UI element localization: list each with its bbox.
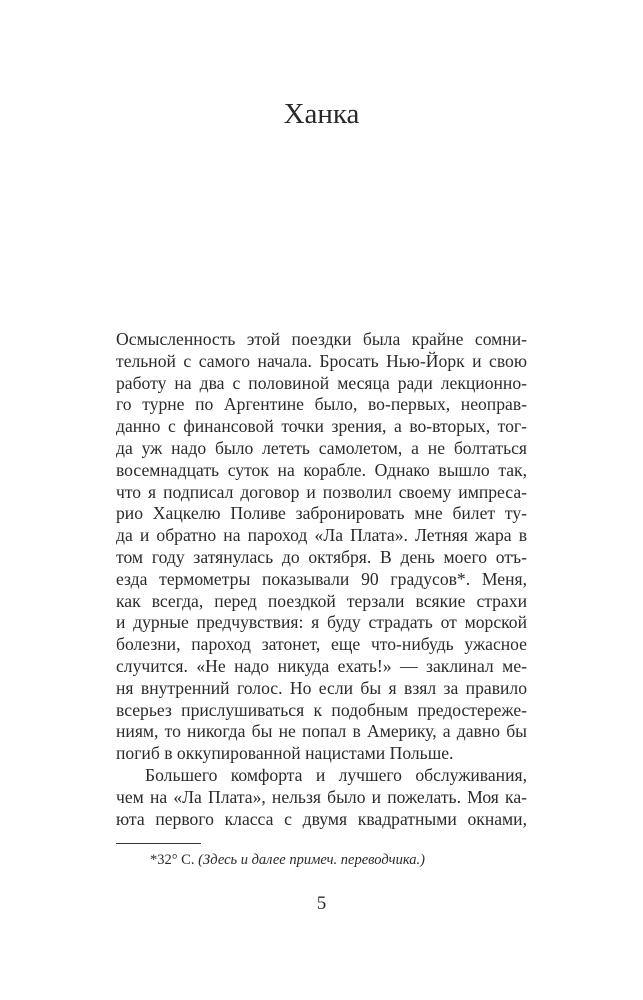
- text-line: да уж надо было лететь самолетом, а не болтаться: [116, 437, 527, 458]
- page-number: 5: [316, 893, 327, 914]
- text-line: Большего комфорта и лучшего обслуживания,: [145, 764, 527, 785]
- text-line: данно с финансовой точки зрения, а во-вторых, тог-: [116, 416, 527, 437]
- text-line: погиб в оккупированной нацистами Польше.: [116, 743, 454, 764]
- text-line: Осмысленность этой поездки была крайне сомни-: [116, 329, 527, 349]
- text-line: восемнадцать суток на корабле. Однако вышло так,: [116, 459, 527, 480]
- text-line: том году затянулась до октября. В день моего отъ-: [116, 546, 527, 567]
- text-line: го турне по Аргентине было, во-первых, неоправ-: [116, 394, 527, 415]
- text-line: да и обратно на пароход «Ла Плата». Летняя жара в: [116, 525, 527, 546]
- footnote: [150, 851, 425, 869]
- footnote-marker: *32° С.: [150, 852, 195, 868]
- footnote-text: (Здесь и далее примеч. переводчика.): [198, 852, 425, 868]
- text-line: тельной с самого начала. Бросать Нью-Йорк и свою: [116, 350, 527, 371]
- chapter-title: Ханка: [283, 98, 360, 130]
- text-line: всерьез прислушиваться к подобным предостереже-: [116, 699, 527, 720]
- text-line: рио Хацкелю Поливе забронировать мне билет ту-: [116, 503, 527, 524]
- text-line: и дурные предчувствия: я буду страдать от морской: [116, 612, 527, 633]
- text-line: болезни, пароход затонет, еще что-нибудь ужасное: [116, 634, 527, 655]
- paragraph-2: [116, 765, 527, 830]
- paragraph-1: [116, 329, 527, 765]
- text-line: как всегда, перед поездкой терзали всякие страхи: [116, 590, 527, 611]
- body-text: [116, 329, 527, 830]
- text-line: работу на два с половиной месяца ради лекционно-: [116, 372, 527, 393]
- text-line: ниям, то никогда бы не попал в Америку, а давно бы: [116, 721, 527, 742]
- text-line: езда термометры показывали 90 градусов*. Меня,: [116, 568, 527, 589]
- text-line: юта первого класса с двумя квадратными окнами,: [116, 808, 527, 829]
- text-line: ня внутренний голос. Но если бы я взял за правило: [116, 677, 527, 698]
- footnote-divider: [116, 843, 201, 844]
- text-line: случится. «Не надо никуда ехать!» — заклинал ме-: [116, 655, 527, 676]
- text-line: чем на «Ла Плата», нельзя было и пожелать. Моя ка-: [116, 786, 527, 807]
- text-line: что я подписал договор и позволил своему импреса-: [116, 481, 527, 502]
